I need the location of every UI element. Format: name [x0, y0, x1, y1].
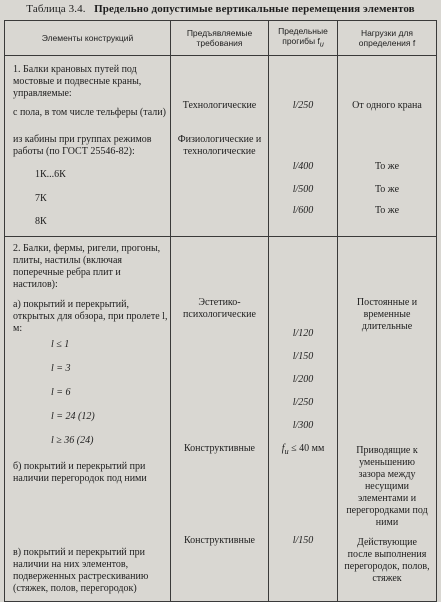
row-8k-load: То же	[374, 205, 400, 216]
row-a-load: Постоянные и временные длительные	[356, 297, 418, 332]
row-floor-limit: l/250	[292, 100, 314, 111]
span-3-element: l = 6	[51, 387, 71, 398]
section-1-loads	[338, 56, 437, 237]
row-c-load: Действующие после выполнения перегородок, полов, стяжек	[344, 537, 430, 584]
row-b-requirement: Конструктивные	[183, 443, 255, 454]
section-2-elements	[5, 237, 171, 602]
row-7k-load: То же	[374, 184, 400, 195]
header-loads: Нагрузки для определения f	[338, 21, 437, 56]
header-requirements: Предъявляемые требования	[171, 21, 269, 56]
row-a-requirement: Эстетико-психологические	[183, 297, 256, 320]
row-floor-element: с пола, в том числе тельферы (тали)	[13, 107, 166, 118]
section-1-requirements	[171, 56, 269, 237]
row-b-element: б) покрытий и перекрытий при наличии перегородок под ними	[13, 461, 147, 484]
row-7k-element: 7К	[35, 193, 47, 204]
row-cabin-element: из кабины при группах режимов работы (по ГОСТ 25546-82):	[13, 134, 152, 157]
section-1-elements	[5, 56, 171, 237]
span-1-limit: l/120	[292, 328, 314, 339]
row-floor-load: От одного крана	[352, 100, 422, 111]
section-1	[5, 56, 437, 237]
row-1k-6k-limit: l/400	[292, 161, 314, 172]
span-1-element: l ≤ 1	[51, 339, 70, 350]
section-2-requirements	[171, 237, 269, 602]
row-1k-6k-element: 1К...6К	[35, 169, 66, 180]
span-3-limit: l/200	[292, 374, 314, 385]
row-b-limit: $f_u \le 40$ мм	[281, 443, 325, 456]
span-5-element: l ≥ 36 (24)	[51, 435, 94, 446]
header-limit: Предельные прогибы $f_u$	[269, 21, 338, 56]
row-7k-limit: l/500	[292, 184, 314, 195]
deflection-table	[4, 20, 437, 602]
section-2-title: 2. Балки, фермы, ригели, прогоны, плиты, настилы (включая поперечные ребра плит и настилов):	[13, 243, 161, 290]
table-caption	[0, 0, 441, 20]
header-row	[5, 21, 437, 56]
span-4-limit: l/250	[292, 397, 314, 408]
row-cabin-requirement: Физиологические и технологические	[177, 134, 262, 157]
row-c-requirement: Конструктивные	[183, 535, 255, 546]
table-title: Предельно допустимые вертикальные перемещения элементов	[94, 3, 415, 15]
span-5-limit: l/300	[292, 420, 314, 431]
row-1k-6k-load: То же	[374, 161, 400, 172]
table-number: Таблица 3.4.	[26, 3, 86, 15]
span-4-element: l = 24 (12)	[51, 411, 95, 422]
span-2-limit: l/150	[292, 351, 314, 362]
row-8k-limit: l/600	[292, 205, 314, 216]
section-2-loads	[338, 237, 437, 602]
section-2	[5, 237, 437, 602]
span-2-element: l = 3	[51, 363, 71, 374]
row-b-load: Приводящие к уменьшению зазора между несущими элементами и перегородками под ними	[346, 445, 428, 528]
row-8k-element: 8К	[35, 216, 47, 227]
section-2-limits	[269, 237, 338, 602]
row-c-element: в) покрытий и перекрытий при наличии на них элементов, подверженных растрескиванию (стяжек, полов, перегородок)	[13, 547, 149, 594]
header-elements: Элементы конструкций	[5, 21, 171, 56]
section-1-title: 1. Балки крановых путей под мостовые и подвесные краны, управляемые:	[13, 64, 142, 99]
section-1-limits	[269, 56, 338, 237]
row-c-limit: l/150	[292, 535, 314, 546]
row-floor-requirement: Технологические	[182, 100, 257, 111]
row-a-element: а) покрытий и перекрытий, открытых для обзора, при пролете l, м:	[13, 299, 168, 334]
